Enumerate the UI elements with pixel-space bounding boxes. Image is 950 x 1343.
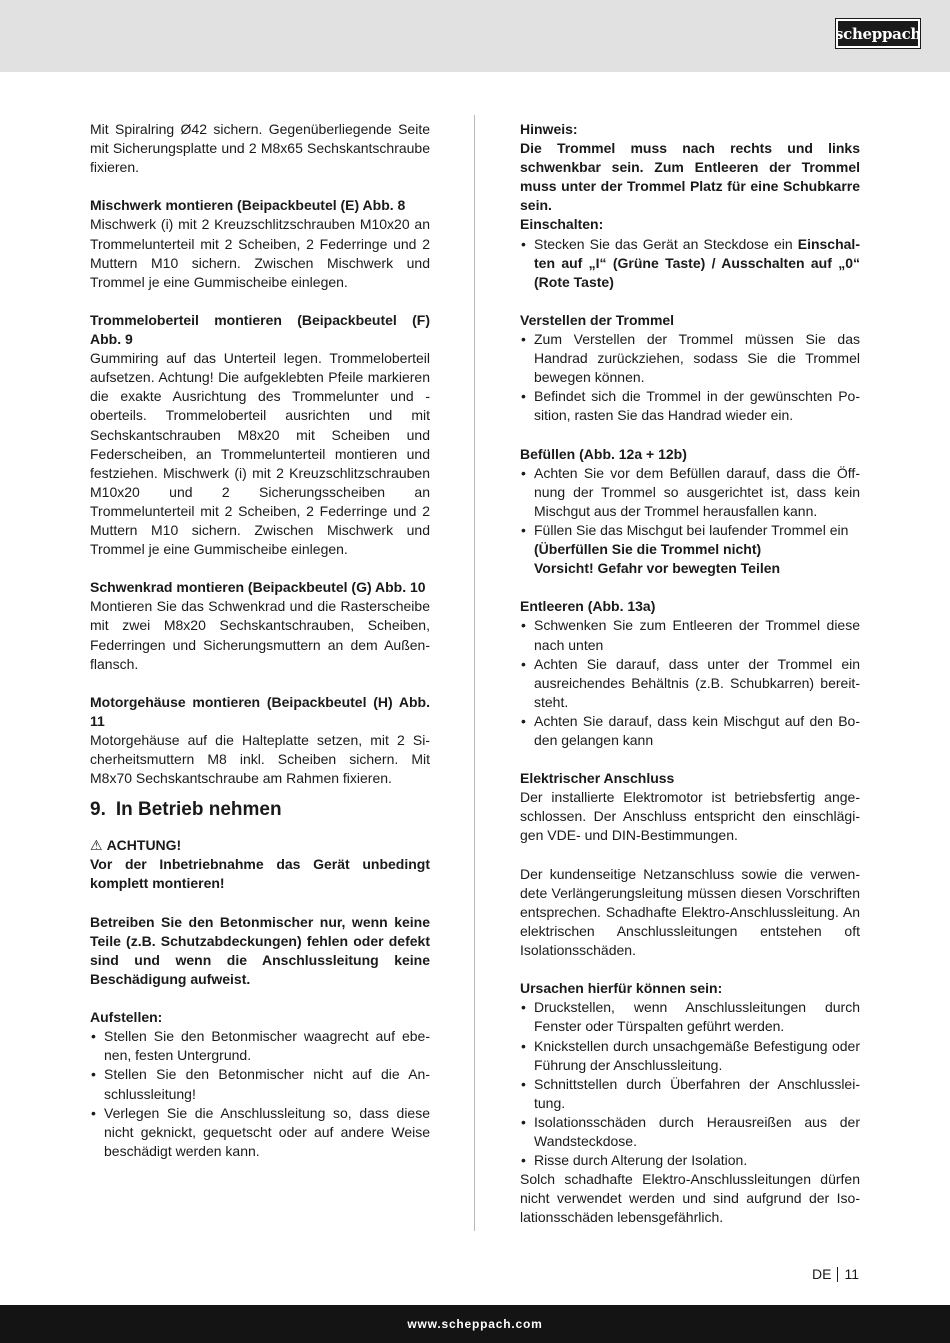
column-divider xyxy=(474,115,475,1231)
left-column xyxy=(90,120,430,1161)
warning-section xyxy=(90,836,430,893)
ursachen-closing-text: Solch schadhafte Elektro-Anschlussleitungen dürfen nicht verwendet werden und sind aufgrund der Isolationsschäden lebensgefährlich. xyxy=(520,1171,860,1226)
hinweis-heading: Hinweis: xyxy=(520,121,578,137)
intro-text: Mit Spiralring Ø42 sichern. Gegenüberliegende Seite mit Sicherungsplatte und 2 M8x65 Sechskantschraube fixieren. xyxy=(90,121,430,176)
list-item: • Achten Sie vor dem Befüllen darauf, dass die Öffnung der Trommel so ausgerichtet ist, dass kein Mischgut aus der Trommel herausfallen kann. xyxy=(520,464,860,521)
section-title: In Betrieb nehmen xyxy=(115,799,282,821)
list-item: • Stellen Sie den Betonmischer waagrecht auf ebenen, festen Untergrund. xyxy=(90,1027,430,1065)
schwenkrad-section xyxy=(90,578,430,673)
brand-logo xyxy=(836,19,920,48)
betreiben-section xyxy=(90,913,430,989)
verstellen-section xyxy=(520,311,860,426)
header-band xyxy=(0,0,950,72)
mischwerk-text: Mischwerk (i) mit 2 Kreuzschlitzschrauben M10x20 an Trommelunterteil mit 2 Scheiben, 2 Federringe und 2 Muttern M10 sichern. Zwischen Mischwerk und Trommel je eine Gummischeibe einlegen. xyxy=(90,216,430,290)
befuellen-section xyxy=(520,445,860,579)
netzanschluss-text: Der kundenseitige Netzanschluss sowie die verwendete Verlängerungsleitung müssen diesen Vorschriften entsprechen. Schadhafte Elektro-Anschlussleitung. An elektrischen Anschlussleitungen entstehen oft Isolationsschäden. xyxy=(520,865,860,959)
verstellen-heading: Verstellen der Trommel xyxy=(520,311,675,328)
list-item: • Isolationsschäden durch Herausreißen aus der Wandsteckdose. xyxy=(520,1113,860,1151)
list-item: • Knickstellen durch unsachgemäße Befestigung oder Führung der Anschlussleitung. xyxy=(520,1037,860,1075)
list-item: • Risse durch Alterung der Isolation. xyxy=(520,1151,860,1170)
entleeren-section xyxy=(520,597,860,750)
warning-text: Vor der Inbetriebnahme das Gerät unbedingt komplett montieren! xyxy=(90,856,430,892)
trommeloberteil-text: Gummiring auf das Unterteil legen. Trommeloberteil aufsetzen. Achtung! Die aufgeklebten Pfeile markieren die exakte Ausrichtung des Trommelunter und -oberteils. Trommeloberteil ausrichten und mit Sechskantschrauben M8x20 mit Scheiben und Federscheiben, an Trommelunterteil montieren und festziehen. Mischwerk (i) mit 2 Kreuzschlitzschrauben M10x20 und 2 Sicherungsscheiben an Trommelunterteil mit 2 Scheiben, 2 Federringe und 2 Muttern M10 sichern. Zwischen Mischwerk und Trommel je eine Gummischeibe einlegen. xyxy=(90,350,430,558)
motorgehaeuse-section xyxy=(90,693,430,788)
list-item: • Druckstellen, wenn Anschlussleitungen durch Fenster oder Türspalten geführt werden. xyxy=(520,998,860,1036)
list-item xyxy=(520,521,860,578)
list-item: • Zum Verstellen der Trommel müssen Sie das Handrad zurückziehen, sodass Sie die Trommel bewegen können. xyxy=(520,330,860,387)
befuellen-list xyxy=(520,464,860,579)
mischwerk-section xyxy=(90,196,430,291)
section-9-title xyxy=(90,798,430,822)
page-number xyxy=(812,1265,859,1283)
list-item: • Achten Sie darauf, dass unter der Trommel ein ausreichendes Behältnis (z.B. Schubkarren) bereitsteht. xyxy=(520,655,860,712)
list-item: • Achten Sie darauf, dass kein Mischgut auf den Boden gelangen kann xyxy=(520,712,860,750)
list-item: • Befindet sich die Trommel in der gewünschten Position, rasten Sie das Handrad wieder ein. xyxy=(520,387,860,425)
befuellen-heading: Befüllen (Abb. 12a + 12b) xyxy=(520,445,687,462)
hinweis-section xyxy=(520,120,860,215)
ursachen-section xyxy=(520,979,860,1227)
ursachen-list xyxy=(520,998,860,1170)
intro-section xyxy=(90,120,430,177)
einschalten-list xyxy=(520,235,860,292)
list-item xyxy=(520,235,860,292)
schwenkrad-heading: Schwenkrad montieren (Beipackbeutel (G) Abb. 10 xyxy=(90,579,426,596)
list-item: • Schwenken Sie zum Entleeren der Trommel diese nach unten xyxy=(520,616,860,654)
betreiben-text: Betreiben Sie den Betonmischer nur, wenn keine Teile (z.B. Schutzabdeckungen) fehlen oder defekt sind und wenn die Anschlussleitung keine Beschädigung aufweist. xyxy=(90,913,430,987)
schwenkrad-text: Montieren Sie das Schwenkrad und die Rasterscheibe mit zwei M8x20 Sechskantschrauben, Scheiben, Federringen und Sicherungsmuttern an dem Außenflansch. xyxy=(90,598,430,672)
elektrisch-heading: Elektrischer Anschluss xyxy=(520,770,675,787)
aufstellen-heading: Aufstellen: xyxy=(90,1009,163,1026)
befuellen-item-text: Füllen Sie das Mischgut bei laufender Trommel ein xyxy=(534,521,849,538)
list-item: • Schnittstellen durch Überfahren der Anschlussleitung. xyxy=(520,1075,860,1113)
footer-band xyxy=(0,1305,950,1343)
mischwerk-heading: Mischwerk montieren (Beipackbeutel (E) Abb. 8 xyxy=(90,197,406,214)
verstellen-list xyxy=(520,330,860,425)
aufstellen-list xyxy=(90,1027,430,1161)
netzanschluss-section xyxy=(520,865,860,960)
aufstellen-section xyxy=(90,1008,430,1161)
warning-label: ACHTUNG! xyxy=(106,837,182,854)
befuellen-item-bold-2: Vorsicht! Gefahr vor bewegten Teilen xyxy=(534,560,781,577)
einschalten-heading: Einschalten: xyxy=(520,216,604,233)
motorgehaeuse-heading: Motorgehäuse montieren (Beipackbeutel (H) Abb. 11 xyxy=(90,693,430,729)
entleeren-heading: Entleeren (Abb. 13a) xyxy=(520,598,656,615)
list-item: • Verlegen Sie die Anschlussleitung so, dass diese nicht geknickt, gequetscht oder auf andere Weise beschädigt werden kann. xyxy=(90,1104,430,1161)
page-number-value: 11 xyxy=(844,1266,859,1282)
logo-text: scheppach xyxy=(834,24,922,43)
entleeren-list xyxy=(520,616,860,750)
footer-url[interactable]: www.scheppach.com xyxy=(407,1317,543,1331)
page-number-separator xyxy=(837,1267,838,1282)
ursachen-heading: Ursachen hierfür können sein: xyxy=(520,980,723,997)
page-language: DE xyxy=(812,1266,832,1282)
elektrisch-section xyxy=(520,769,860,845)
trommeloberteil-section xyxy=(90,311,430,559)
section-number: 9. xyxy=(90,799,106,821)
elektrisch-text: Der installierte Elektromotor ist betriebsfertig angeschlossen. Der Anschluss entspricht den einschlägigen VDE- und DIN-Bestimmungen. xyxy=(520,789,860,844)
list-item: • Stellen Sie den Betonmischer nicht auf die Anschlussleitung! xyxy=(90,1065,430,1103)
einschalten-section xyxy=(520,215,860,291)
warning-label-line xyxy=(90,836,430,855)
befuellen-item-bold-1: (Überfüllen Sie die Trommel nicht) xyxy=(534,541,762,558)
hinweis-text: Die Trommel muss nach rechts und links schwenkbar sein. Zum Entleeren der Trommel muss unter der Trommel Platz für eine Schubkarre sein. xyxy=(520,140,860,214)
motorgehaeuse-text: Motorgehäuse auf die Halteplatte setzen, mit 2 Sicherheitsmuttern M8 inkl. Scheiben sichern. Mit M8x70 Sechskantschraube am Rahmen fixieren. xyxy=(90,732,430,787)
einschalten-item-text: Stecken Sie das Gerät an Steckdose ein xyxy=(534,235,798,252)
einschalten-item-bold: Einschalten auf „I“ (Grüne Taste) / Ausschalten auf „0“ (Rote Taste) xyxy=(534,235,860,290)
right-column xyxy=(520,120,860,1227)
trommeloberteil-heading: Trommeloberteil montieren (Beipackbeutel (F) Abb. 9 xyxy=(90,311,430,348)
warning-triangle-icon: ⚠ xyxy=(90,837,103,854)
